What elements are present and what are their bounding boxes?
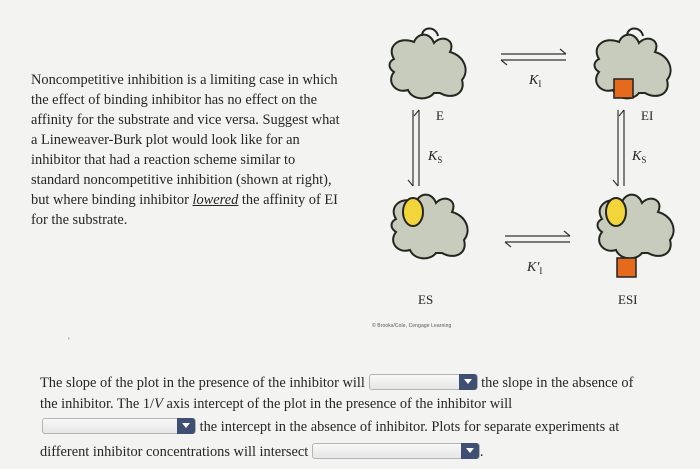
constant-ks-right: $K_S$ [632, 149, 647, 165]
label-esi: ESI [618, 292, 638, 307]
image-credit: © Brooks/Cole, Cengage Learning [372, 323, 452, 329]
inhibitor-square-esi [617, 258, 636, 277]
question-text-1: The slope of the plot in the presence of the inhibitor will [40, 375, 365, 391]
label-es: ES [418, 292, 434, 307]
question-line-4 [40, 441, 484, 464]
label-e: E [436, 108, 444, 123]
intercept-comparison-dropdown[interactable] [42, 418, 196, 434]
constant-ki-prime: $K'_I$ [527, 260, 543, 276]
intersection-dropdown[interactable] [312, 443, 480, 459]
equilibrium-arrows-top [501, 49, 566, 65]
substrate-oval-esi [606, 198, 626, 226]
enzyme-shape-es [392, 195, 468, 259]
question-var-v: V [154, 396, 163, 412]
equilibrium-arrows-bottom [505, 231, 570, 247]
label-ei: EI [641, 108, 654, 123]
question-text-6: different inhibitor concentrations will intersect [40, 444, 309, 460]
paragraph-emphasis: lowered [192, 192, 239, 208]
inhibitor-square-ei [614, 79, 633, 98]
constant-ki: $K_I$ [529, 73, 542, 89]
question-line-3 [40, 416, 619, 439]
paragraph-text-2: the affinity of EI for the substrate. [31, 192, 338, 228]
question-text-5: the intercept in the absence of inhibitor. Plots for separate experiments at [199, 419, 620, 435]
chevron-down-icon [459, 374, 477, 390]
constant-ks-left: $K_S$ [428, 149, 443, 165]
substrate-oval-es [403, 198, 423, 226]
question-period: . [479, 444, 484, 460]
slope-comparison-dropdown[interactable] [369, 374, 478, 390]
question-text-2: the slope in the absence of [481, 375, 634, 391]
stray-mark: ' [68, 336, 70, 346]
chevron-down-icon [461, 443, 479, 459]
enzyme-shape-e [390, 29, 466, 99]
equilibrium-arrows-right [613, 110, 624, 186]
question-text-3: the inhibitor. The 1/ [40, 396, 155, 412]
question-text-4: axis intercept of the plot in the presence of the inhibitor will [162, 396, 513, 412]
question-line-1 [40, 372, 633, 395]
question-line-2 [40, 393, 512, 416]
paragraph-text-1: Noncompetitive inhibition is a limiting case in which the effect of binding inhibitor has no effect on the affinity for the substrate and vice versa. Suggest what a Lineweaver-Burk plot would look like for an inhibitor that had a reaction scheme similar to standard noncompetitive inhibition (shown at right), but where binding inhibitor [31, 72, 340, 208]
chevron-down-icon [177, 418, 195, 434]
equilibrium-arrows-left [408, 110, 419, 186]
